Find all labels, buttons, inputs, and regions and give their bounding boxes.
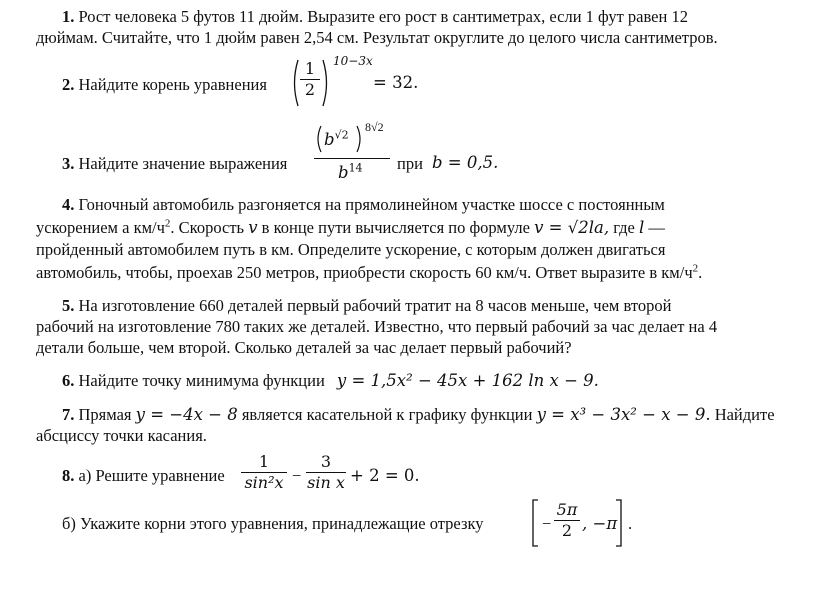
problem-3-outer-exp: 8√2 bbox=[365, 120, 384, 134]
problem-4-text-4a: автомобиль, чтобы, проехав 250 метров, приобрести скорость 60 км/ч. Ответ выразите в км/ч bbox=[36, 263, 693, 282]
problem-4-line-3: пройденный автомобилем путь в км. Определите ускорение, с которым должен двигаться bbox=[36, 240, 666, 259]
problem-8b-text: б) Укажите корни этого уравнения, принадлежащие отрезку bbox=[62, 514, 484, 533]
problem-8a-label: а) Решите уравнение bbox=[78, 466, 225, 485]
problem-7-line-formula: y = −4x − 8 bbox=[135, 405, 238, 424]
problem-5-line-1 bbox=[62, 296, 671, 316]
problem-8a-f2-num: 3 bbox=[320, 452, 332, 471]
problem-8a-f2-den: sin x bbox=[307, 473, 345, 492]
problem-8b-frac-den: 2 bbox=[561, 521, 573, 540]
problem-4-sup-2: 2 bbox=[692, 262, 699, 275]
problem-3-condition: b = 0,5. bbox=[432, 153, 499, 172]
problem-1-number: 1. bbox=[62, 7, 75, 26]
problem-2-label: Найдите корень уравнения bbox=[78, 75, 267, 94]
problem-2-fraction bbox=[300, 60, 320, 99]
problem-3-denominator bbox=[338, 163, 363, 183]
problem-4-text-2a: ускорением a км/ч bbox=[36, 218, 165, 237]
problem-1-text-1: Рост человека 5 футов 11 дюйм. Выразите его рост в сантиметрах, если 1 фут равен 12 bbox=[78, 7, 688, 26]
problem-7-line-1 bbox=[62, 405, 775, 425]
problem-3-base-b: b bbox=[324, 130, 335, 149]
problem-3-den-exp: 14 bbox=[348, 161, 363, 175]
problem-4-text-1: Гоночный автомобиль разгоняется на прямолинейном участке шоссе с постоянным bbox=[78, 195, 665, 214]
problem-5-number: 5. bbox=[62, 296, 75, 315]
problem-8b-end: . bbox=[628, 514, 633, 533]
problem-8b-bracket-right bbox=[615, 499, 623, 547]
problem-8a-tail: + 2 = 0. bbox=[350, 466, 420, 485]
problem-3-number: 3. bbox=[62, 154, 75, 173]
problem-6-label: Найдите точку минимума функции bbox=[78, 371, 325, 390]
problem-8a-fraction-2 bbox=[306, 453, 346, 492]
problem-8b-frac-num: 5π bbox=[556, 500, 578, 519]
problem-5-line-2: рабочий на изготовление 780 таких же деталей. Известно, что первый рабочий за час делает на 4 bbox=[36, 317, 718, 336]
problem-8b-neg: − bbox=[542, 514, 552, 533]
problem-7-number: 7. bbox=[62, 405, 75, 424]
problem-2-number: 2. bbox=[62, 75, 75, 94]
problem-8-number: 8. bbox=[62, 466, 75, 485]
problem-2-rhs: = 32. bbox=[373, 73, 419, 92]
problem-4-var-v: v bbox=[248, 218, 258, 237]
problem-3-label: Найдите значение выражения bbox=[78, 154, 288, 173]
problem-3-num-base bbox=[324, 130, 349, 150]
problem-3-inner-exp: √2 bbox=[334, 128, 349, 142]
problem-7-line-2: абсциссу точки касания. bbox=[36, 426, 207, 445]
problem-2-exponent: 10−3x bbox=[333, 54, 373, 68]
problem-3-den-b: b bbox=[338, 163, 349, 182]
problem-8a-fraction-1 bbox=[241, 453, 287, 492]
problem-2-paren-left bbox=[290, 58, 300, 108]
problem-3-paren-left bbox=[314, 124, 323, 154]
problem-5-line-3: детали больше, чем второй. Сколько деталей за час делает первый рабочий? bbox=[36, 338, 572, 357]
problem-4-text-2b: . Скорость bbox=[170, 218, 245, 237]
problem-4-text-2d: где bbox=[613, 218, 635, 237]
problem-8a-text bbox=[62, 466, 225, 486]
problem-1-line-2: дюймам. Считайте, что 1 дюйм равен 2,54 см. Результат округлите до целого числа сантиметров. bbox=[36, 28, 718, 47]
problem-6-number: 6. bbox=[62, 371, 75, 390]
problem-4-formula: v = √2la, bbox=[534, 218, 610, 237]
problem-7-func-formula: y = x³ − 3x² − x − 9. bbox=[536, 405, 711, 424]
problem-7-text-b: является касательной к графику функции bbox=[241, 405, 533, 424]
problem-7-text-a: Прямая bbox=[78, 405, 132, 424]
problem-4-number: 4. bbox=[62, 195, 75, 214]
problem-2-frac-den: 2 bbox=[304, 80, 316, 99]
problem-1-line-1 bbox=[62, 7, 688, 27]
problem-4-dash: — bbox=[648, 218, 665, 237]
problem-4-sup-1: 2 bbox=[164, 217, 171, 230]
problem-4-line-1 bbox=[62, 195, 665, 215]
problem-3-text bbox=[62, 154, 287, 174]
problem-3-fraction-bar bbox=[314, 158, 390, 159]
problem-6-formula: y = 1,5x² − 45x + 162 ln x − 9. bbox=[336, 371, 599, 390]
problem-7-text-c: Найдите bbox=[714, 405, 775, 424]
problem-6-line bbox=[62, 371, 599, 391]
problem-8b-bracket-left bbox=[531, 499, 539, 547]
problem-4-text-2c: в конце пути вычисляется по формуле bbox=[261, 218, 530, 237]
problem-4-text-4b: . bbox=[698, 263, 703, 282]
problem-3-paren-right bbox=[355, 124, 364, 154]
problem-2-text bbox=[62, 75, 267, 95]
problem-4-line-4 bbox=[36, 263, 702, 283]
problem-8b-fraction bbox=[554, 501, 580, 540]
problem-2-frac-num: 1 bbox=[304, 59, 316, 78]
problem-5-text-1: На изготовление 660 деталей первый рабочий тратит на 8 часов меньше, чем второй bbox=[78, 296, 672, 315]
problem-4-line-2 bbox=[36, 218, 665, 238]
problem-4-var-l: l bbox=[639, 218, 645, 237]
problem-3-at: при bbox=[397, 154, 423, 173]
problem-8a-f1-den: sin²x bbox=[244, 473, 284, 492]
problem-8b-right: , −π bbox=[582, 514, 618, 533]
problem-8a-f1-num: 1 bbox=[258, 452, 270, 471]
problem-8a-minus: − bbox=[292, 466, 302, 485]
problem-2-paren-right bbox=[321, 58, 331, 108]
